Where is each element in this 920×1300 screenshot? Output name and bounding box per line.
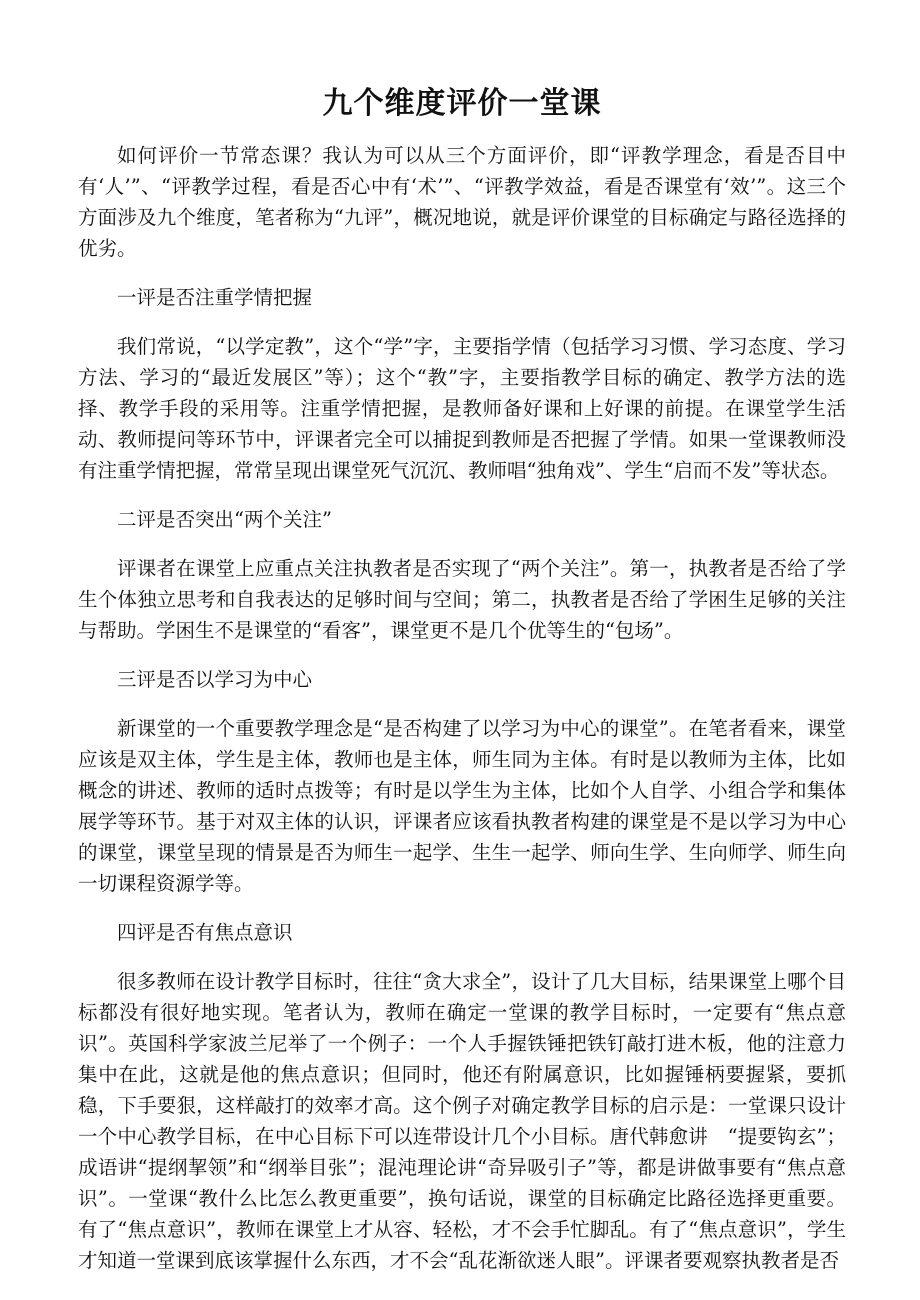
section-body-2: 评课者在课堂上应重点关注执教者是否实现了“两个关注”。第一，执教者是否给了学生个体独立思考和自我表达的足够时间与空间；第二，执教者是否给了学困生足够的关注与帮助。学困生不是课堂的“看客”，课堂更不是几个优等生的“包场”。 — [78, 557, 846, 642]
document-title: 九个维度评价一堂课 — [322, 86, 602, 121]
section-heading-3: 三评是否以学习为中心 — [117, 668, 313, 691]
section-body-1: 我们常说，“以学定教”，这个“学”字，主要指学情（包括学习习惯、学习态度、学习方法、学习的“最近发展区”等）；这个“教”字，主要指教学目标的确定、教学方法的选择、教学手段的采用等。注重学情把握，是教师备好课和上好课的前提。在课堂学生活动、教师提问等环节中，评课者完全可以捕捉到教师是否把握了学情。如果一堂课教师没有注重学情把握，常常呈现出课堂死气沉沉、教师唱“独角戏”、学生“启而不发”等状态。 — [78, 335, 846, 482]
section-body-4: 很多教师在设计教学目标时，往往“贪大求全”，设计了几大目标，结果课堂上哪个目标都没有很好地实现。笔者认为，教师在确定一堂课的教学目标时，一定要有“焦点意识”。英国科学家波兰尼举了一个例子：一个人手握铁锤把铁钉敲打进木板，他的注意力集中在此，这就是他的焦点意识；但同时，他还有附属意识，比如握锤柄要握紧，要抓稳，下手要狠，这样敲打的效率才高。这个例子对确定教学目标的启示是：一堂课只设计一个中心教学目标，在中心目标下可以连带设计几个小目标。唐代韩愈讲 “提要钩玄”；成语讲“提纲挈领”和“纲举目张”；混沌理论讲“奇异吸引子”等，都是讲做事要有“焦点意识”。一堂课“教什么比怎么教更重要”，换句话说，课堂的目标确定比路径选择更重要。有了“焦点意识”，教师在课堂上才从容、轻松，才不会手忙脚乱。有了“焦点意识”，学生才知道一堂课到底该掌握什么东西，才不会“乱花渐欲迷人眼”。评课者要观察执教者是否 — [78, 970, 846, 1272]
section-heading-2: 二评是否突出“两个关注” — [117, 508, 332, 531]
section-body-3: 新课堂的一个重要教学理念是“是否构建了以学习为中心的课堂”。在笔者看来，课堂应该是双主体，学生是主体，教师也是主体，师生同为主体。有时是以教师为主体，比如概念的讲述、教师的适时点拨等；有时是以学生为主体，比如个人自学、小组合学和集体展学等环节。基于对双主体的认识，评课者应该看执教者构建的课堂是不是以学习为中心的课堂，课堂呈现的情景是否为师生一起学、生生一起学、师向生学、生向师学、师生向一切课程资源学等。 — [78, 717, 846, 895]
document-page — [78, 82, 846, 1294]
section-heading-4: 四评是否有焦点意识 — [117, 921, 293, 944]
section-heading-1: 一评是否注重学情把握 — [117, 286, 313, 309]
intro-paragraph: 如何评价一节常态课？我认为可以从三个方面评价，即“评教学理念，看是否目中有‘人’”、“评教学过程，看是否心中有‘术’”、“评教学效益，看是否课堂有‘效’”。这三个方面涉及九个维度，笔者称为“九评”，概况地说，就是评价课堂的目标确定与路径选择的优劣。 — [78, 144, 846, 260]
